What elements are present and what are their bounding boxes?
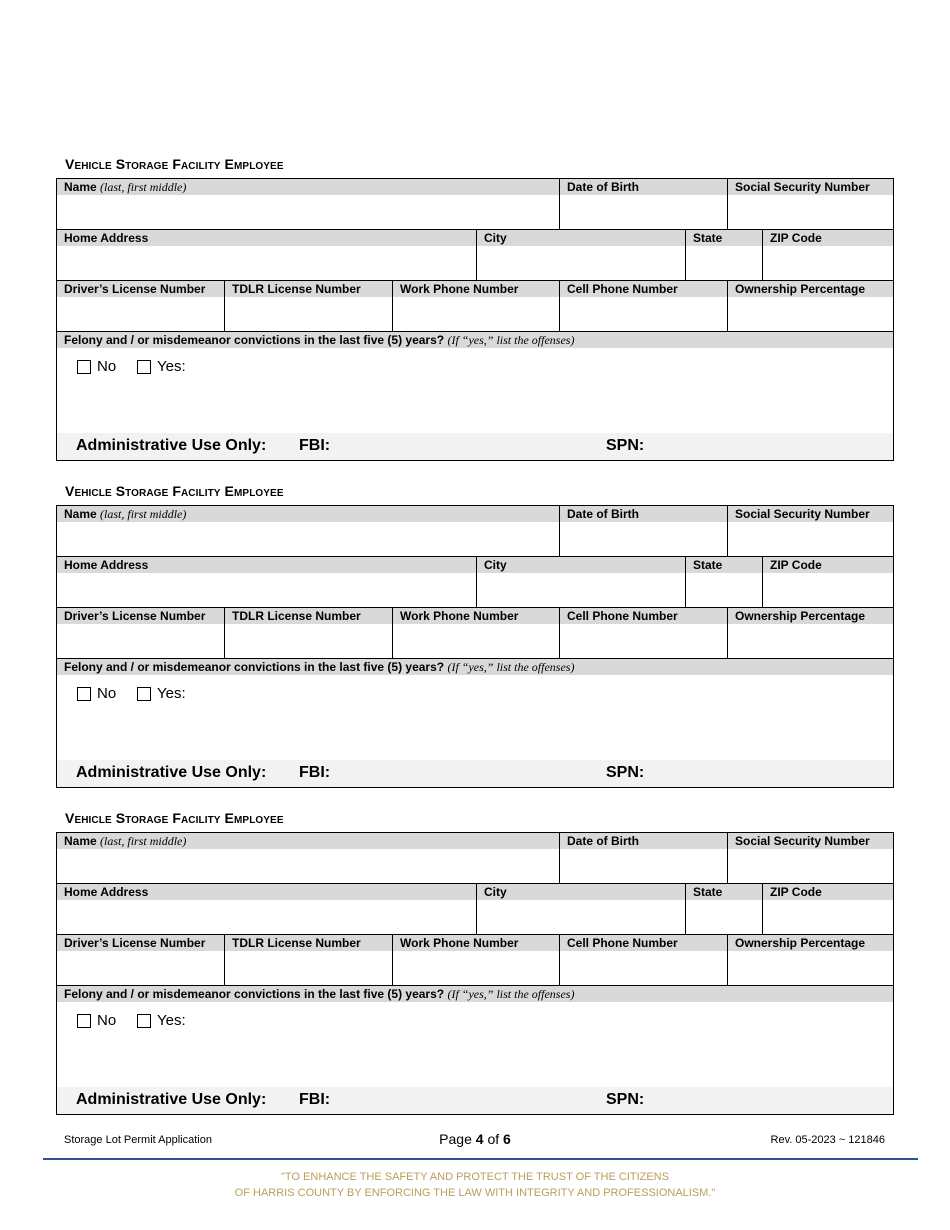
footer-revision: Rev. 05-2023 ~ 121846 <box>770 1134 885 1146</box>
dl-cell <box>57 281 224 331</box>
form-row-licenses <box>57 608 893 659</box>
state-label: State <box>686 557 762 573</box>
spn-label: SPN: <box>606 1091 645 1108</box>
name-field[interactable] <box>57 522 559 556</box>
fbi-label: FBI: <box>299 1091 331 1108</box>
cell-phone-field[interactable] <box>560 624 727 658</box>
no-label: No <box>97 1012 117 1029</box>
ownership-field[interactable] <box>728 951 893 985</box>
work-phone-label: Work Phone Number <box>393 935 559 951</box>
home-address-cell <box>57 884 476 934</box>
form-row-licenses <box>57 935 893 986</box>
city-cell <box>476 557 685 607</box>
form-row-address <box>57 884 893 935</box>
ssn-field[interactable] <box>728 522 893 556</box>
city-label: City <box>477 230 685 246</box>
name-label: Name (last, first middle) <box>57 179 559 195</box>
ssn-label: Social Security Number <box>728 833 893 849</box>
name-cell <box>57 179 559 229</box>
dl-label: Driver’s License Number <box>57 935 224 951</box>
admin-label: Administrative Use Only: <box>76 437 267 454</box>
zip-label: ZIP Code <box>763 884 893 900</box>
cell-phone-cell <box>559 281 727 331</box>
tdlr-cell <box>224 608 392 658</box>
city-cell <box>476 230 685 280</box>
ownership-cell <box>727 281 893 331</box>
cell-phone-label: Cell Phone Number <box>560 281 727 297</box>
form-row-address <box>57 230 893 281</box>
state-field[interactable] <box>686 573 762 607</box>
page-current: 4 <box>475 1131 484 1147</box>
ssn-label: Social Security Number <box>728 179 893 195</box>
page-prefix: Page <box>439 1131 472 1147</box>
work-phone-field[interactable] <box>393 951 559 985</box>
form-row-identity <box>57 179 893 230</box>
convictions-block <box>57 986 893 1087</box>
employee-form-box <box>56 505 894 788</box>
home-address-cell <box>57 230 476 280</box>
tdlr-label: TDLR License Number <box>225 935 392 951</box>
page-total: 6 <box>503 1131 511 1147</box>
fbi-label: FBI: <box>299 764 331 781</box>
cell-phone-label: Cell Phone Number <box>560 935 727 951</box>
admin-use-bar <box>57 760 893 787</box>
home-address-cell <box>57 557 476 607</box>
form-row-identity <box>57 506 893 557</box>
home-address-field[interactable] <box>57 246 476 280</box>
convictions-label: Felony and / or misdemeanor convictions in the last five (5) years? (If “yes,” list the offenses) <box>57 332 893 348</box>
work-phone-label: Work Phone Number <box>393 608 559 624</box>
dob-cell <box>559 833 727 883</box>
dob-label: Date of Birth <box>560 833 727 849</box>
yes-label: Yes: <box>157 685 186 702</box>
city-field[interactable] <box>477 246 685 280</box>
dl-field[interactable] <box>57 624 224 658</box>
cell-phone-field[interactable] <box>560 951 727 985</box>
no-option[interactable] <box>77 685 116 702</box>
zip-label: ZIP Code <box>763 230 893 246</box>
admin-use-bar <box>57 433 893 460</box>
dl-label: Driver’s License Number <box>57 608 224 624</box>
name-field[interactable] <box>57 195 559 229</box>
dl-field[interactable] <box>57 951 224 985</box>
work-phone-cell <box>392 608 559 658</box>
ssn-cell <box>727 833 893 883</box>
yes-option[interactable] <box>137 1012 186 1029</box>
dob-field[interactable] <box>560 195 727 229</box>
section-title: Vehicle Storage Facility Employee <box>65 810 284 826</box>
home-address-label: Home Address <box>57 557 476 573</box>
dob-label: Date of Birth <box>560 506 727 522</box>
tdlr-label: TDLR License Number <box>225 281 392 297</box>
yes-checkbox[interactable] <box>137 1014 151 1028</box>
no-label: No <box>97 358 117 375</box>
ownership-field[interactable] <box>728 297 893 331</box>
admin-label: Administrative Use Only: <box>76 1091 267 1108</box>
zip-field[interactable] <box>763 900 893 934</box>
name-label: Name (last, first middle) <box>57 506 559 522</box>
fbi-label: FBI: <box>299 437 331 454</box>
no-checkbox[interactable] <box>77 1014 91 1028</box>
zip-cell <box>762 884 893 934</box>
no-checkbox[interactable] <box>77 687 91 701</box>
cell-phone-field[interactable] <box>560 297 727 331</box>
zip-cell <box>762 230 893 280</box>
motto-line-2: OF HARRIS COUNTY BY ENFORCING THE LAW WITH INTEGRITY AND PROFESSIONALISM." <box>234 1187 716 1199</box>
ownership-label: Ownership Percentage <box>728 935 893 951</box>
state-field[interactable] <box>686 246 762 280</box>
convictions-block <box>57 332 893 433</box>
cell-phone-label: Cell Phone Number <box>560 608 727 624</box>
ownership-cell <box>727 935 893 985</box>
ssn-field[interactable] <box>728 195 893 229</box>
work-phone-cell <box>392 281 559 331</box>
yes-checkbox[interactable] <box>137 687 151 701</box>
ownership-label: Ownership Percentage <box>728 281 893 297</box>
tdlr-field[interactable] <box>225 297 392 331</box>
cell-phone-cell <box>559 935 727 985</box>
ownership-cell <box>727 608 893 658</box>
tdlr-field[interactable] <box>225 624 392 658</box>
ssn-label: Social Security Number <box>728 506 893 522</box>
ownership-label: Ownership Percentage <box>728 608 893 624</box>
city-field[interactable] <box>477 900 685 934</box>
yes-checkbox[interactable] <box>137 360 151 374</box>
yes-label: Yes: <box>157 358 186 375</box>
home-address-field[interactable] <box>57 573 476 607</box>
no-label: No <box>97 685 117 702</box>
home-address-field[interactable] <box>57 900 476 934</box>
ssn-field[interactable] <box>728 849 893 883</box>
zip-field[interactable] <box>763 573 893 607</box>
dl-cell <box>57 935 224 985</box>
yes-option[interactable] <box>137 685 186 702</box>
form-row-address <box>57 557 893 608</box>
dob-cell <box>559 506 727 556</box>
city-label: City <box>477 884 685 900</box>
spn-label: SPN: <box>606 764 645 781</box>
spn-label: SPN: <box>606 437 645 454</box>
convictions-label: Felony and / or misdemeanor convictions in the last five (5) years? (If “yes,” list the offenses) <box>57 659 893 675</box>
work-phone-field[interactable] <box>393 624 559 658</box>
city-cell <box>476 884 685 934</box>
no-option[interactable] <box>77 1012 116 1029</box>
section-title: Vehicle Storage Facility Employee <box>65 483 284 499</box>
work-phone-label: Work Phone Number <box>393 281 559 297</box>
ssn-cell <box>727 179 893 229</box>
name-cell <box>57 833 559 883</box>
page-of: of <box>487 1131 500 1147</box>
admin-label: Administrative Use Only: <box>76 764 267 781</box>
home-address-label: Home Address <box>57 884 476 900</box>
convictions-block <box>57 659 893 760</box>
tdlr-cell <box>224 935 392 985</box>
state-cell <box>685 230 762 280</box>
dl-field[interactable] <box>57 297 224 331</box>
ssn-cell <box>727 506 893 556</box>
dob-cell <box>559 179 727 229</box>
name-field[interactable] <box>57 849 559 883</box>
no-option[interactable] <box>77 358 116 375</box>
form-row-identity <box>57 833 893 884</box>
name-cell <box>57 506 559 556</box>
state-cell <box>685 557 762 607</box>
employee-form-box <box>56 178 894 461</box>
state-label: State <box>686 230 762 246</box>
yes-option[interactable] <box>137 358 186 375</box>
admin-use-bar <box>57 1087 893 1114</box>
work-phone-cell <box>392 935 559 985</box>
tdlr-field[interactable] <box>225 951 392 985</box>
work-phone-field[interactable] <box>393 297 559 331</box>
city-label: City <box>477 557 685 573</box>
zip-field[interactable] <box>763 246 893 280</box>
zip-cell <box>762 557 893 607</box>
dob-field[interactable] <box>560 522 727 556</box>
motto-line-1: "TO ENHANCE THE SAFETY AND PROTECT THE TRUST OF THE CITIZENS <box>281 1171 669 1183</box>
dob-label: Date of Birth <box>560 179 727 195</box>
cell-phone-cell <box>559 608 727 658</box>
employee-form-box <box>56 832 894 1115</box>
no-checkbox[interactable] <box>77 360 91 374</box>
footer-motto <box>0 1169 950 1201</box>
state-cell <box>685 884 762 934</box>
dob-field[interactable] <box>560 849 727 883</box>
ownership-field[interactable] <box>728 624 893 658</box>
tdlr-cell <box>224 281 392 331</box>
dl-cell <box>57 608 224 658</box>
city-field[interactable] <box>477 573 685 607</box>
tdlr-label: TDLR License Number <box>225 608 392 624</box>
dl-label: Driver’s License Number <box>57 281 224 297</box>
state-label: State <box>686 884 762 900</box>
zip-label: ZIP Code <box>763 557 893 573</box>
convictions-label: Felony and / or misdemeanor convictions in the last five (5) years? (If “yes,” list the offenses) <box>57 986 893 1002</box>
yes-label: Yes: <box>157 1012 186 1029</box>
state-field[interactable] <box>686 900 762 934</box>
name-label: Name (last, first middle) <box>57 833 559 849</box>
form-row-licenses <box>57 281 893 332</box>
section-title: Vehicle Storage Facility Employee <box>65 156 284 172</box>
home-address-label: Home Address <box>57 230 476 246</box>
footer-divider <box>43 1158 918 1160</box>
footer-form-name: Storage Lot Permit Application <box>64 1134 212 1146</box>
